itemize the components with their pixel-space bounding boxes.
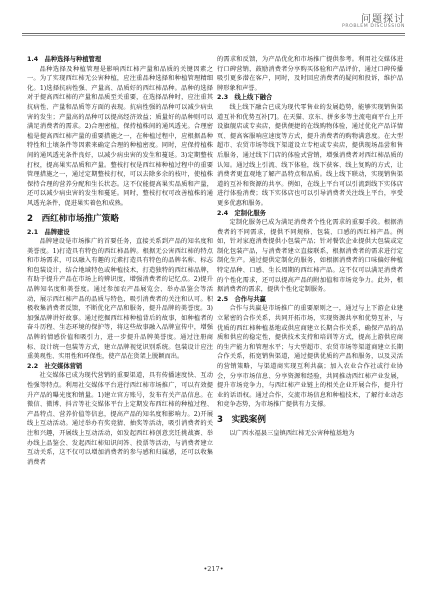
subsection-heading-2-5: 2.5 合作与共赢 xyxy=(217,295,266,303)
subsection-heading-2-4: 2.4 定制化服务 xyxy=(217,209,266,217)
page-header xyxy=(0,0,427,46)
paragraph-2-5: 合作与共赢是市场推广的重要原则之一，通过与上下游企业建立紧密的合作关系，共同开拓市场，实现资源共享和优势互补，与优质的西红柿种植基地或供应商建立长期合作关系，确保产品的品质和供应的稳定性，提供技术支持和培训等方式，提高上游供应商的生产能力和管理水平；与大型超市、农贸市场等渠道商建立长期合作关系，拓宽销售渠道，通过提供优质的产品和服务，以及灵活的营销策略，与渠道商实现互利共赢；加入农业合作社或行业协会，分享市场信息、分享资源和经验，共同推动西红柿产业发展，提升市场竞争力，与西红柿产业链上的相关企业开展合作，提升行业的话语权。通过合作，交流市场信息和种植技术，了解行业动态和竞争态势，为市场推广提供有力支撑。 xyxy=(217,305,403,409)
page-number: •217• xyxy=(203,565,224,573)
subsection-heading-1-4: 1.4 品种选择与种植管理 xyxy=(27,56,102,63)
paragraph-2-3: 线上线下融合已成为现代零售业的发展趋势，能够实现销售渠道互补和优势互补[7]。在天猫、京东、拼多多等主流电商平台上开设旗舰店或专卖店，提供便捷的在线购物体验，通过优化产品详情页、提高客服响应速度等方式，提升消费者的购物满意度。在大型超市、农贸市场等线下渠道设立专柜或专卖店，提供现场品尝和售后服务，通过线下门店的体验式营销，增强消费者对西红柿品质的认知。通过线上引流、线下体验，线下获客、线上复购的方式，让消费者更直观地了解产品特点和品质。线上线下联动，实现销售渠道的互补和资源的共享。例如，在线上平台可以引流到线下实体店进行体验消费；线下实体店也可以引导消费者关注线上平台，享受更多优惠和服务。 xyxy=(217,103,403,207)
header-rule xyxy=(22,33,405,34)
right-column xyxy=(217,55,403,439)
paragraph-2-4: 定制化服务已成为满足消费者个性化需求的重要手段。根据消费者的不同需求，提供不同规格、包装、口感的西红柿产品。例如，针对家庭消费提供小包装产品；针对餐饮企业提供大包装或定制化包装产品，与消费者建立直接联系，根据消费者的需求进行定制化生产。通过提供定制化的服务，如根据消费者的口味偏好种植特定品种、口感、生长周期的西红柿产品。这不仅可以满足消费者的个性化需求，还可以提高产品的附加值和市场竞争力。此外，根据消费者的需求，提供个性化定制服务。 xyxy=(217,219,403,294)
subsection-heading-2-2: 2.2 社交媒体营销 xyxy=(27,362,83,370)
paragraph-2-2-continued: 的需求和反馈，为产品优化和市场推广提供参考。利用社交媒体进行口碑营销，鼓励消费者分享购买体验和产品评价，通过口碑传播吸引更多潜在客户，同时，及时回应消费者的疑问和投诉，维护品牌形象和声誉。 xyxy=(217,56,403,92)
subsection-heading-2-3: 2.3 线上线下融合 xyxy=(217,94,273,102)
paragraph-2-2: 社交媒体已成为现代营销的重要渠道，具有传播速度快、互动性强等特点。利用社交媒体平台进行西红柿市场推广，可以有效提升产品的曝光度和销量。1)建立官方账号，发布有关产品信息。在微信、微博、抖音等社交媒体平台上定期发布西红柿的种植过程、产品特点、营养价值等信息，提高产品的知名度和影响力。2)开展线上互动活动。通过举办有奖竞猜、抽奖等活动，吸引消费者的关注和兴趣，开展线上互动活动，如发起西红柿创意烹饪挑战赛、举办线上品鉴会、发起西红柿知识问答、投票等活动，与消费者建立互动关系，这不仅可以增加消费者的参与感和归属感，还可以收集消费者 xyxy=(27,372,213,466)
section-heading-2: 2 西红柿市场推广策略 xyxy=(27,213,119,224)
header-rule-thin xyxy=(22,35,405,36)
paragraph-3: 以广西水福县三皇镇西红柿无公害种植基地为 xyxy=(229,429,355,437)
left-column xyxy=(27,55,213,467)
paragraph-2-1: 品牌建设是市场推广的首要任务，直接关系到产品的知名度和美誉度。1)打造具有特色的西红柿品牌。根据无公害西红柿的特点和市场需求，可以融入有趣的元素打造具有特色的品牌名称、标志和包装设计，结合地域特色或种植技术，打造独特的西红柿品牌，有助于提升产品在市场上的辨识度，增强消费者的记忆点。2)提升品牌知名度和美誉度。通过参加农产品展览会、举办品鉴会等活动，展示西红柿产品的品质与特色，吸引消费者的关注和认可。积极收集消费者反馈，不断优化产品和服务，提升品牌的美誉度。3)加强品牌讲好故事。通过挖掘西红柿种植背后的故事，如种植者的奋斗历程、生态环境的保护等，将这些故事融入品牌宣传中，增强品牌的情感价值和吸引力，进一步提升品牌美誉度。通过注册商标、设计统一包装等方式，建立品牌视觉识别系统。包装设计应注重美观性、实用性和环保性，使产品在货架上脱颖而出。 xyxy=(27,238,213,361)
journal-section-subtitle: PROBLEM DISCUSSION xyxy=(341,24,405,29)
journal-section-title: 问题探讨 xyxy=(361,14,405,25)
subsection-heading-2-1: 2.1 品牌建设 xyxy=(27,228,70,236)
section-heading-3: 3 实践案例 xyxy=(217,414,266,425)
paragraph-1-4: 品种选择及种植管理是影响西红柿产量和品质的关键因素之一。为了实现西红柿无公害种植，应注重品种选择和种植管理精细化。1)选择抗病性强、产量高、品质好的西红柿品种。品种的选择对于提高西红柿的产量和品质至关重要，在选择品种时，应注重其抗病性、产量和品质等方面的表现。抗病性强的品种可以减少病虫害的发生；产量高的品种可以提高经济效益；质量好的品种则可以满足消费者的需求。2)合理密植，保持植株间的通风透光。合理密植是提高西红柿产量的重要措施之一，在种植过程中，应根据品种特性和土壤条件等因素来确定合理的种植密度。同时，应保持植株间的通风透光条件良好，以减少病虫害的发生和蔓延。3)定期整枝打杈，提高果实品质和产量。整枝打杈是西红柿种植过程中的重要管理措施之一，通过定期整枝打杈，可以去除多余的枝叶，使植株保持合理的营养分配和生长状态。这不仅能提高果实品质和产量，还可以减少病虫害的发生和蔓延。同时，整枝打杈可改善植株的通风透光条件，促进果实着色和成熟。 xyxy=(27,65,213,207)
